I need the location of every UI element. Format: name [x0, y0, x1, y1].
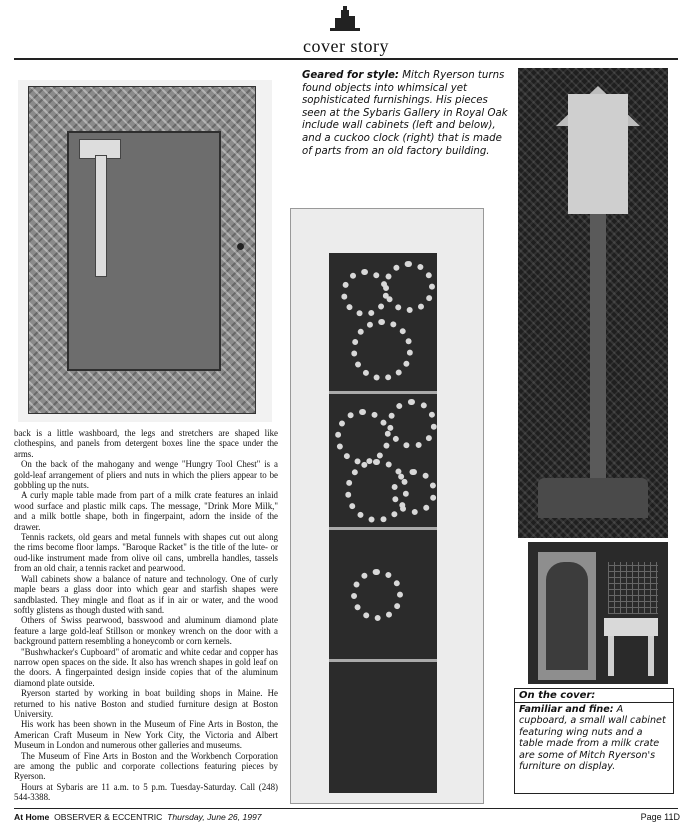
article-paragraph: Others of Swiss pearwood, basswood and aluminum diamond plate feature a large gold-leaf Stillson or monkey wrench on the door with a background pattern resembling a honeycomb or corn kernels. — [14, 615, 278, 647]
footer-date: Thursday, June 26, 1997 — [167, 812, 262, 822]
photo-cupboard-and-table — [528, 542, 668, 684]
photo-diamond-plate-cabinet — [18, 80, 272, 422]
article-paragraph: A curly maple table made from part of a milk crate features an inlaid wood surface and plastic milk caps. The message, "Drink More Milk," and a milk bottle shape, both in fingerpaint, adorn the inside of the drawer. — [14, 490, 278, 532]
article-paragraph: "Bushwhacker's Cupboard" of aromatic and white cedar and copper has narrow open spaces on the side. It also has wrench shapes in gold leaf on the doors. A fingerpainted design inside copies that of the aluminum diamond plate outside. — [14, 646, 278, 688]
cover-label: On the cover: — [515, 689, 673, 703]
article-paragraph: Hours at Sybaris are 11 a.m. to 5 p.m. Tuesday-Saturday. Call (248) 544-3388. — [14, 781, 278, 803]
bottom-rule — [14, 808, 678, 809]
cover-text: A cupboard, a small wall cabinet featuring wing nuts and a table made from a milk crate are some of Mitch Ryerson's furniture on display. — [519, 704, 666, 773]
article-paragraph: The Museum of Fine Arts in Boston and the Workbench Corporation are among the public and corporate collections featuring pieces by Ryerson. — [14, 750, 278, 782]
photo-cuckoo-clock — [518, 68, 668, 538]
footer-folio — [14, 812, 262, 822]
footer-publication: OBSERVER & ECCENTRIC — [54, 812, 163, 822]
caption-text: Mitch Ryerson turns found objects into whimsical yet sophisticated furnishings. His pieces seen at the Sybaris Gallery in Royal Oak include wall cabinets (left and below), and a cuckoo clock (right) that is made of parts from an old factory building. — [302, 70, 508, 157]
photo-caption — [302, 70, 512, 158]
article-paragraph: back is a little washboard, the legs and stretchers are shaped like clothespins, and panels from detergent boxes line the space under the arms. — [14, 428, 278, 459]
newspaper-logo-icon — [330, 6, 360, 34]
article-paragraph: His work has been shown in the Museum of Fine Arts in Boston, the American Craft Museum in New York City, the Victoria and Albert Museum in London and numerous other galleries and museums. — [14, 719, 278, 751]
page-number: Page 11D — [640, 812, 680, 822]
article-body — [14, 428, 278, 803]
caption-lead: Geared for style: — [302, 70, 399, 81]
footer-section: At Home — [14, 812, 50, 822]
top-rule — [14, 58, 678, 60]
article-paragraph: On the back of the mahogany and wenge "Hungry Tool Chest" is a gold-leaf arrangement of pliers and nuts in which the pliers appear to be gobbling up the nuts. — [14, 459, 278, 491]
article-paragraph: Tennis rackets, old gears and metal funnels with shapes cut out along the rims become floor lamps. "Baroque Racket" is the title of the lute- or oud-like instrument made from olive oil cans, umbrella handles, tassels from an old chair, a tennis racket and pearwood. — [14, 532, 278, 574]
cover-lead: Familiar and fine: — [519, 704, 614, 715]
article-paragraph: Wall cabinets show a balance of nature and technology. One of curly maple bears a glass door into which gear and starfish shapes were sandblasted. They mingle and float as if in air or water, and the wood softly glistens as though dusted with sand. — [14, 573, 278, 615]
cover-caption — [515, 703, 673, 773]
cover-caption-box — [514, 688, 674, 794]
photo-gear-wall-cabinet — [290, 208, 484, 804]
section-title: cover story — [303, 36, 389, 56]
article-paragraph: Ryerson started by working in boat building shops in Maine. He returned to his native Boston and studied furniture design at Boston University. — [14, 688, 278, 719]
